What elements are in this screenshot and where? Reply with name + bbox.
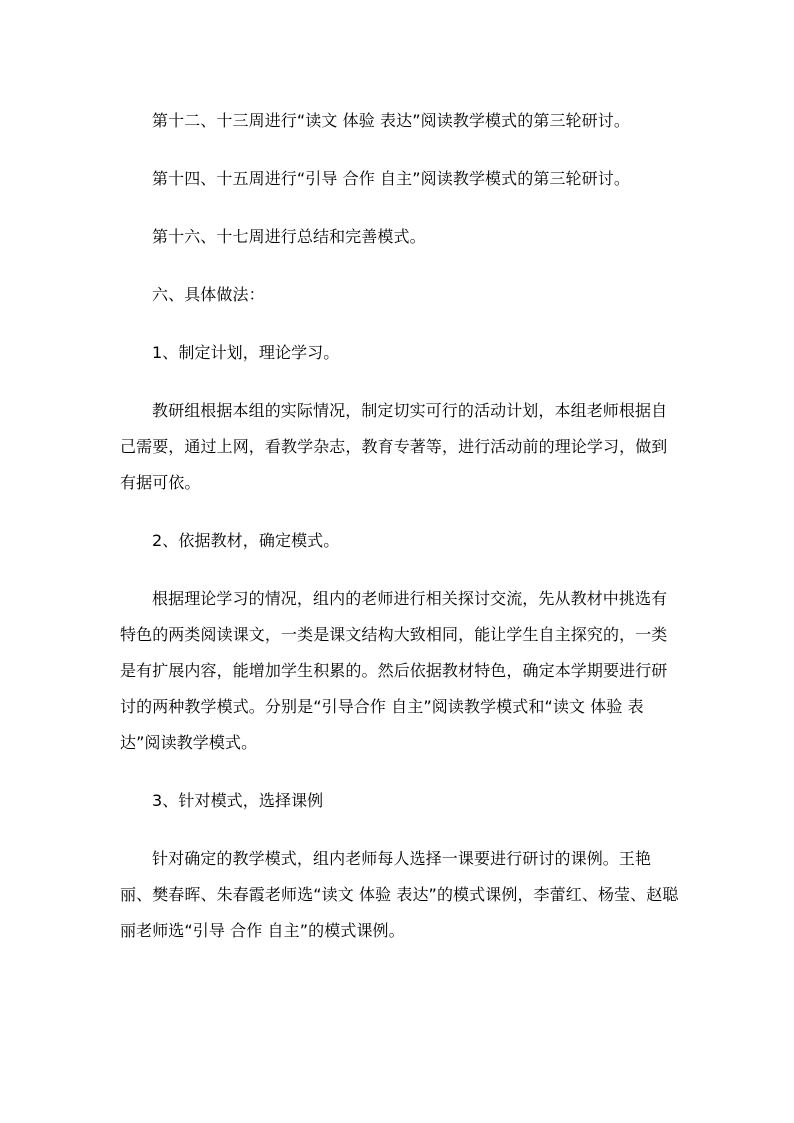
paragraph-week-14-15: 第十四、十五周进行“引导 合作 自主”阅读教学模式的第三轮研讨。 — [152, 169, 630, 188]
section-heading-methods: 六、具体做法： — [152, 285, 265, 304]
paragraph-select-lessons: 针对确定的教学模式，组内老师每人选择一课要进行研讨的课例。王艳丽、樊春晖、朱春霞老师选“读文 体验 表达”的模式课例，李蕾红、杨莹、赵聪丽老师选“引导 合作 自主”的模式课例。 — [120, 849, 679, 940]
subheading-plan-study: 1、制定计划，理论学习。 — [152, 343, 340, 362]
subheading-textbook-mode: 2、依据教材，确定模式。 — [152, 531, 340, 550]
document-body — [120, 103, 680, 949]
paragraph-week-16-17: 第十六、十七周进行总结和完善模式。 — [152, 227, 426, 246]
paragraph-week-12-13: 第十二、十三周进行“读文 体验 表达”阅读教学模式的第三轮研讨。 — [152, 111, 630, 130]
paragraph-plan-study: 教研组根据本组的实际情况，制定切实可行的活动计划，本组老师根据自己需要，通过上网，看教学杂志，教育专著等，进行活动前的理论学习，做到有据可依。 — [120, 401, 668, 492]
subheading-select-lessons: 3、针对模式，选择课例 — [152, 791, 324, 810]
paragraph-textbook-mode: 根据理论学习的情况，组内的老师进行相关探讨交流，先从教材中挑选有特色的两类阅读课文，一类是课文结构大致相同，能让学生自主探究的，一类是有扩展内容，能增加学生积累的。然后依据教材特色，确定本学期要进行研讨的两种教学模式。分别是“引导合作 自主”阅读教学模式和“读文 体验 表达”阅读教学模式。 — [120, 589, 668, 752]
